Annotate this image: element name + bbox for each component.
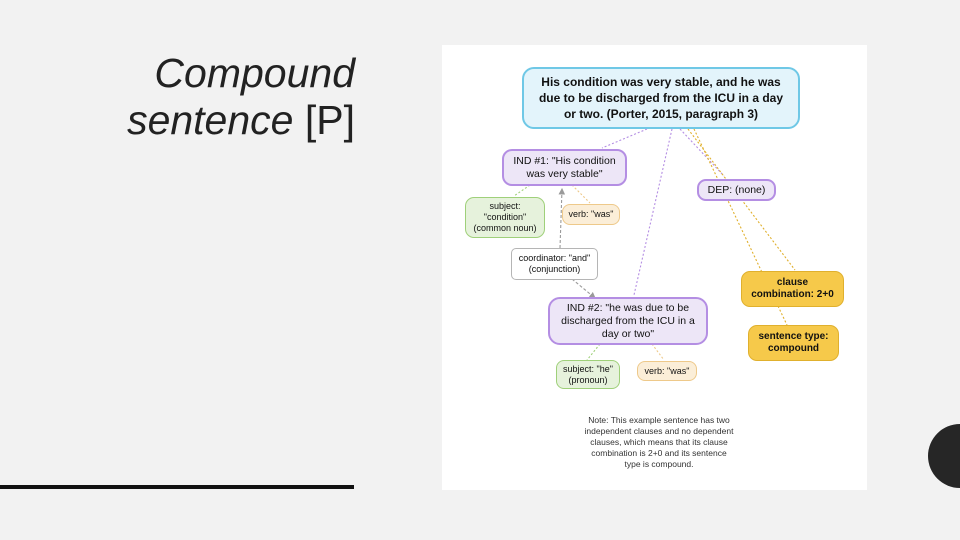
clause-combination-node: clause combination: 2+0	[741, 271, 844, 307]
link-root-ind1	[602, 129, 647, 148]
subject1-node: subject: "condition" (common noun)	[465, 197, 545, 238]
ind1-node: IND #1: "His condition was very stable"	[502, 149, 627, 186]
subject2-node: subject: "he" (pronoun)	[556, 360, 620, 389]
link-root-dep	[680, 129, 724, 176]
title-line-1: Compound	[154, 50, 355, 96]
dep-node: DEP: (none)	[697, 179, 776, 201]
link-ind1-verb	[572, 185, 590, 203]
title-underline	[0, 485, 354, 489]
link-ind2-subject	[587, 344, 600, 360]
diagram-panel	[442, 45, 867, 490]
verb1-node: verb: "was"	[562, 204, 620, 225]
verb2-node: verb: "was"	[637, 361, 697, 381]
ind2-node: IND #2: "he was due to be discharged from the ICU in a day or two"	[548, 297, 708, 345]
note-text: Note: This example sentence has two independent clauses and no dependent clauses, which means that its clause combination is 2+0 and its sentence type is compound.	[584, 415, 734, 469]
root-sentence-node: His condition was very stable, and he was due to be discharged from the ICU in a day or two. (Porter, 2015, paragraph 3)	[522, 67, 800, 129]
title-line-2-rest: [P]	[293, 97, 355, 143]
title-line-2	[127, 97, 355, 144]
title-line-2-italic: sentence	[127, 97, 294, 143]
link-root-ind2	[634, 129, 672, 295]
link-ind2-verb	[652, 344, 664, 360]
slide-title	[127, 50, 355, 144]
link-ind1-subject	[514, 185, 530, 196]
link-coord-ind2	[572, 279, 595, 298]
coordinator-node: coordinator: "and" (conjunction)	[511, 248, 598, 280]
sentence-type-node: sentence type: compound	[748, 325, 839, 361]
corner-dot	[928, 424, 960, 488]
